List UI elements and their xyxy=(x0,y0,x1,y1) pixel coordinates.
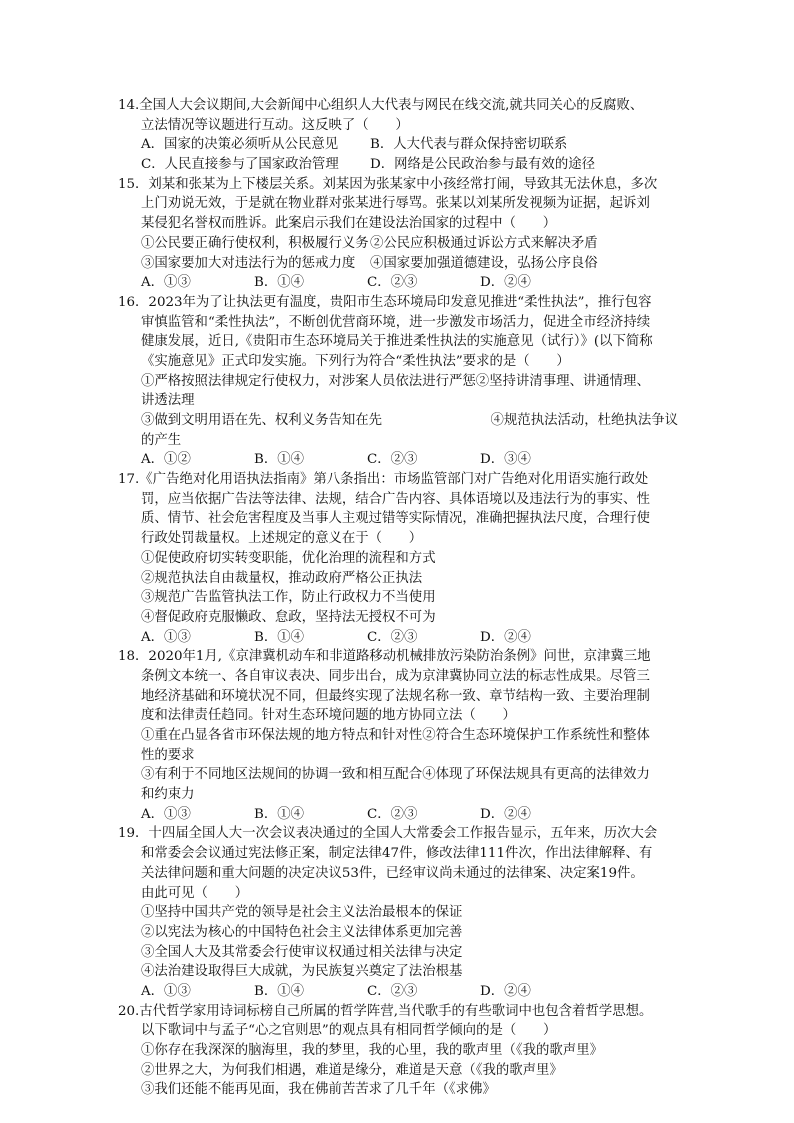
question-stem: 上门劝说无效，于是就在物业群对张某进行辱骂。张某以刘某所发视频为证据，起诉刘 xyxy=(141,196,650,212)
option-c: C．②③ xyxy=(367,452,418,468)
option-a: A．①③ xyxy=(141,806,191,822)
option-c: C．人民直接参与了国家政治管理 xyxy=(141,157,339,173)
statement-row xyxy=(118,234,678,254)
question-stem: 审慎监管和“柔性执法”，不断创优营商环境，进一步激发市场活力，促进全市经济持续 xyxy=(141,314,651,330)
statement-row xyxy=(118,254,678,274)
question-16 xyxy=(118,293,678,470)
question-stem: 以下歌词中与孟子“心之官则思”的观点具有相同哲学倾向的是（ ） xyxy=(141,1023,557,1039)
question-stem: 15．刘某和张某为上下楼层关系。刘某因为张某家中小孩经常打闹，导致其无法休息，多次 xyxy=(118,176,658,192)
option-a: A．①② xyxy=(141,452,191,468)
question-stem: 由此可见（ ） xyxy=(141,885,249,901)
statement-line: ③规范广告监管执法工作，防止行政权力不当使用 xyxy=(141,590,436,606)
option-b: B．人大代表与群众保持密切联系 xyxy=(370,137,568,153)
option-row xyxy=(118,273,678,293)
option-row xyxy=(118,155,678,175)
option-c: C．②③ xyxy=(367,629,418,645)
statement-line: ③全国人大及其常委会行使审议权通过相关法律与决定 xyxy=(141,944,463,960)
option-d: D．网络是公民政治参与最有效的途径 xyxy=(370,157,595,173)
statement-row xyxy=(118,411,678,431)
statement-line: 讲透法理 xyxy=(141,393,195,409)
statement-line: ①你存在我深深的脑海里，我的梦里，我的心里，我的歌声里（《我的歌声里》 xyxy=(141,1043,603,1058)
question-stem: 和常委会会议通过宪法修正案，制定法律47件，修改法律111件次，作出法律解释、有 xyxy=(141,846,653,862)
question-stem: 度和法律责任趋同。针对生态环境问题的地方协同立法（ ） xyxy=(141,708,516,724)
question-stem: 某侵犯名誉权而胜诉。此案启示我们在建设法治国家的过程中（ ） xyxy=(141,216,557,232)
question-stem: 关法律问题和重大问题的决定决议53件，已经审议尚未通过的法律案、决定案19件。 xyxy=(141,865,644,881)
statement-line: ④督促政府克服懒政、怠政，坚持法无授权不可为 xyxy=(141,609,436,625)
option-row xyxy=(118,628,678,648)
option-c: C．②③ xyxy=(367,275,418,291)
exam-page xyxy=(118,96,678,1100)
question-stem: 14.全国人大会议期间,大会新闻中心组织人大代表与网民在线交流,就共同关心的反腐败、 xyxy=(118,98,644,113)
question-20 xyxy=(118,1002,678,1100)
option-a: A．①③ xyxy=(141,275,191,291)
question-19 xyxy=(118,824,678,1001)
statement-line: ②世界之大，为何我们相遇，难道是缘分，难道是天意（《我的歌声里》 xyxy=(141,1062,563,1078)
statement-4: ④规范执法活动，杜绝执法争议 xyxy=(490,413,678,428)
statement-3: ③做到文明用语在先、权利义务告知在先 xyxy=(141,413,383,428)
option-b: B．①④ xyxy=(254,983,305,999)
question-17 xyxy=(118,470,678,647)
statement-3: ③国家要加大对违法行为的惩戒力度 xyxy=(141,255,356,271)
question-stem: 20.古代哲学家用诗词标榜自己所属的哲学阵营,当代歌手的有些歌词中也包含着哲学思想。 xyxy=(118,1003,653,1019)
question-stem: 立法情况等议题进行互动。这反映了（ ） xyxy=(141,117,409,133)
statement-line: 的产生 xyxy=(141,432,182,448)
question-stem: 质、情节、社会危害程度及当事人主观过错等实际情况，准确把握执法尺度，合理行使 xyxy=(141,511,650,527)
option-a: A．①③ xyxy=(141,629,191,645)
option-d: D．③④ xyxy=(480,452,531,468)
question-stem: 《实施意见》正式印发实施。下列行为符合“柔性执法”要求的是（ ） xyxy=(141,353,570,369)
question-stem: 行政处罚裁量权。上述规定的意义在于（ ） xyxy=(141,531,423,547)
statement-line: ③我们还能不能再见面，我在佛前苦苦求了几千年（《求佛》 xyxy=(141,1082,496,1098)
option-d: D．②④ xyxy=(480,983,531,999)
question-stem: 条例文本统一、各自审议表决、同步出台，成为京津冀协同立法的标志性成果。尽管三 xyxy=(141,668,650,684)
question-stem: 地经济基础和环境状况不同，但最终实现了法规名称一致、章节结构一致、主要治理制 xyxy=(141,688,650,704)
question-stem: 罚，应当依据广告法等法律、法规，结合广告内容、具体语境以及违法行为的事实、性 xyxy=(141,491,650,507)
statement-line: 和约束力 xyxy=(141,787,195,803)
question-stem: 17.《广告绝对化用语执法指南》第八条指出：市场监管部门对广告绝对化用语实施行政处 xyxy=(118,472,649,488)
question-stem: 16．2023年为了让执法更有温度，贵阳市生态环境局印发意见推进“柔性执法”，推行包容 xyxy=(118,294,652,310)
question-stem: 18．2020年1月,《京津冀机动车和非道路移动机械排放污染防治条例》问世，京津冀三地 xyxy=(118,649,651,665)
option-b: B．①④ xyxy=(254,629,305,645)
option-d: D．②④ xyxy=(480,275,531,291)
option-c: C．②③ xyxy=(367,806,418,822)
statement-line: ①重在凸显各省市环保法规的地方特点和针对性②符合生态环境保护工作系统性和整体 xyxy=(141,728,650,743)
question-15 xyxy=(118,175,678,293)
statement-1: ①公民要正确行使权利，积极履行义务 xyxy=(141,235,369,251)
statement-4: ④国家要加强道德建设，弘扬公序良俗 xyxy=(370,255,598,271)
option-b: B．①④ xyxy=(254,275,305,291)
statement-line: ②以宪法为核心的中国特色社会主义法律体系更加完善 xyxy=(141,924,463,940)
statement-line: ④法治建设取得巨大成就，为民族复兴奠定了法治根基 xyxy=(141,964,463,980)
option-row xyxy=(118,982,678,1002)
option-a: A．国家的决策必须听从公民意见 xyxy=(141,137,339,153)
option-d: D．②④ xyxy=(480,806,531,822)
option-d: D．②④ xyxy=(480,629,531,645)
question-stem: 19．十四届全国人大一次会议表决通过的全国人大常委会工作报告显示，五年来，历次大会 xyxy=(118,826,658,842)
option-row xyxy=(118,135,678,155)
statement-2: ②公民应积极通过诉讼方式来解决矛盾 xyxy=(370,235,598,251)
statement-line: ①促使政府切实转变职能，优化治理的流程和方式 xyxy=(141,550,436,566)
statement-line: ②规范执法自由裁量权，推动政府严格公正执法 xyxy=(141,570,423,586)
option-b: B．①④ xyxy=(254,806,305,822)
statement-line: ①坚持中国共产党的领导是社会主义法治最根本的保证 xyxy=(141,905,463,921)
option-c: C．②③ xyxy=(367,983,418,999)
question-18 xyxy=(118,647,678,824)
option-row xyxy=(118,805,678,825)
statement-line: ①严格按照法律规定行使权力，对涉案人员依法进行严惩②坚持讲清事理、讲通情理、 xyxy=(141,373,650,389)
question-14 xyxy=(118,96,678,175)
option-a: A．①③ xyxy=(141,983,191,999)
statement-line: ③有利于不同地区法规间的协调一致和相互配合④体现了环保法规具有更高的法律效力 xyxy=(141,767,650,783)
question-stem: 健康发展，近日,《贵阳市生态环境局关于推进柔性执法的实施意见（试行）》(以下简称 xyxy=(141,334,653,350)
option-row xyxy=(118,450,678,470)
statement-line: 性的要求 xyxy=(141,747,195,763)
option-b: B．①④ xyxy=(254,452,305,468)
